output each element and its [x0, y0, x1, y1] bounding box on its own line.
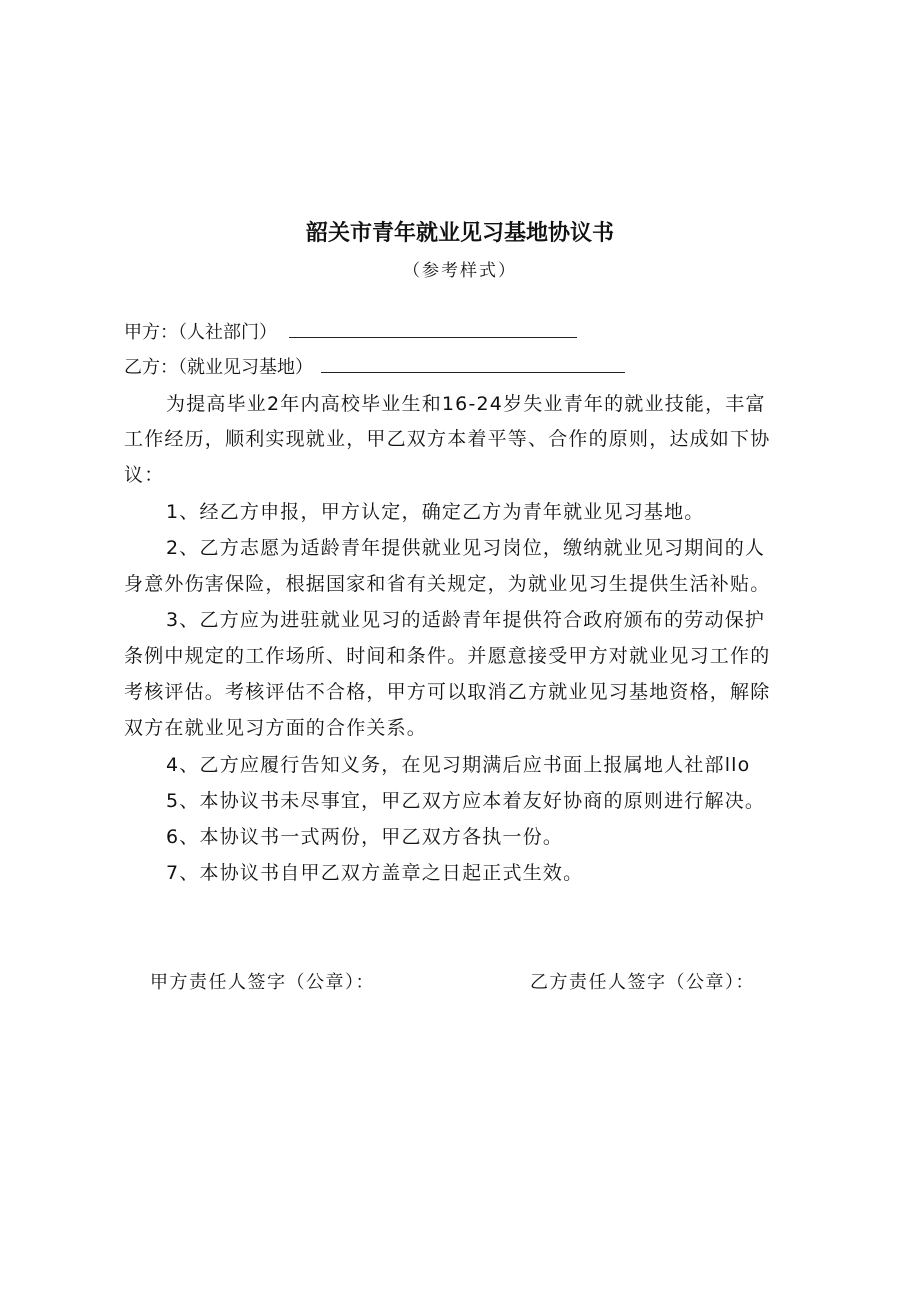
clause-6-line-1: 6、本协议书一式两份，甲乙双方各执一份。 — [166, 826, 564, 848]
party-a-blank — [289, 319, 577, 338]
clause-7-line-1: 7、本协议书自甲乙双方盖章之日起正式生效。 — [166, 862, 584, 884]
party-b-signature-label: 乙方责任人签字（公章）： — [530, 972, 755, 993]
party-b-label: 乙方：（就业见习基地） — [124, 357, 313, 378]
intro-line-3: 议： — [124, 464, 165, 486]
clause-4-line-1: 4、乙方应履行告知义务，在见习期满后应书面上报属地人社部llo — [166, 754, 751, 776]
clause-3-line-1: 3、乙方应为进驻就业见习的适龄青年提供符合政府颁布的劳动保护 — [166, 609, 766, 631]
party-a-signature-label: 甲方责任人签字（公章）： — [150, 972, 375, 993]
document-title: 韶关市青年就业见习基地协议书 — [305, 221, 614, 246]
clause-2-line-2: 身意外伤害保险，根据国家和省有关规定，为就业见习生提供生活补贴。 — [124, 573, 771, 595]
clause-2-line-1: 2、乙方志愿为适龄青年提供就业见习岗位，缴纳就业见习期间的人 — [166, 537, 766, 559]
party-a-label: 甲方：（人社部门） — [124, 322, 277, 343]
party-b-line — [124, 353, 625, 379]
clause-1-line-1: 1、经乙方申报，甲方认定，确定乙方为青年就业见习基地。 — [166, 501, 705, 523]
clause-5-line-1: 5、本协议书未尽事宜，甲乙双方应本着友好协商的原则进行解决。 — [166, 790, 766, 812]
party-b-blank — [321, 354, 625, 373]
intro-line-1: 为提高毕业2年内高校毕业生和16-24岁失业青年的就业技能，丰富 — [166, 393, 766, 415]
clause-3-line-2: 条例中规定的工作场所、时间和条件。并愿意接受甲方对就业见习工作的 — [124, 645, 771, 667]
clause-3-line-4: 双方在就业见习方面的合作关系。 — [124, 717, 428, 739]
intro-line-2: 工作经历，顺利实现就业，甲乙双方本着平等、合作的原则，达成如下协 — [124, 428, 771, 450]
clause-3-line-3: 考核评估。考核评估不合格，甲方可以取消乙方就业见习基地资格，解除 — [124, 681, 771, 703]
party-a-line — [124, 318, 577, 344]
document-subtitle: （参考样式） — [403, 261, 517, 281]
